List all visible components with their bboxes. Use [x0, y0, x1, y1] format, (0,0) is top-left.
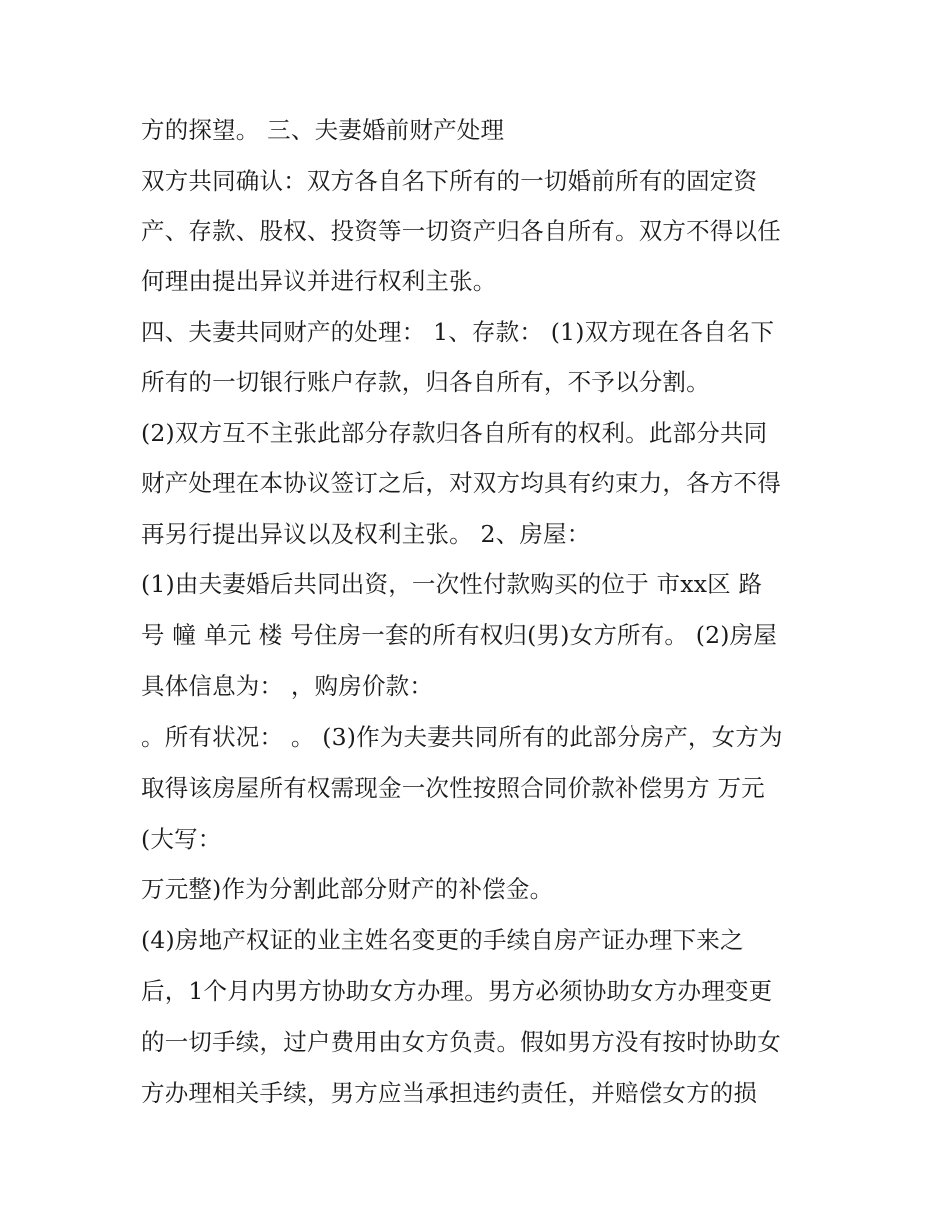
text-line-6: 所有的一切银行账户存款，归各自所有，不予以分割。: [141, 368, 710, 396]
text-line-13: 。所有状况： 。 (3)作为夫妻共同所有的此部分房产，女方为: [141, 723, 783, 751]
text-line-15: (大写：: [141, 825, 222, 853]
text-line-12: 具体信息为： ，购房价款：: [141, 672, 434, 700]
text-line-3: 产、存款、股权、投资等一切资产归各自所有。双方不得以任: [141, 217, 781, 245]
text-line-5: 四、夫妻共同财产的处理： 1、存款： (1)双方现在各自名下: [141, 318, 775, 346]
text-line-10: (1)由夫妻婚后共同出资，一次性付款购买的位于 市xx区 路: [141, 570, 763, 598]
text-line-16: 万元整)作为分割此部分财产的补偿金。: [141, 875, 554, 903]
text-line-20: 方办理相关手续，男方应当承担违约责任，并赔偿女方的损: [141, 1079, 758, 1107]
text-line-17: (4)房地产权证的业主姓名变更的手续自房产证办理下来之: [141, 926, 744, 954]
text-line-14: 取得该房屋所有权需现金一次性按照合同价款补偿男方 万元: [141, 774, 765, 802]
text-line-4: 何理由提出异议并进行权利主张。: [141, 267, 497, 295]
text-line-8: 财产处理在本协议签订之后，对双方均具有约束力，各方不得: [141, 469, 781, 497]
text-line-9: 再另行提出异议以及权利主张。 2、房屋：: [141, 520, 591, 548]
text-line-7: (2)双方互不主张此部分存款归各自所有的权利。此部分共同: [141, 419, 768, 447]
text-line-2: 双方共同确认：双方各自名下所有的一切婚前所有的固定资: [141, 167, 758, 195]
text-line-19: 的一切手续，过户费用由女方负责。假如男方没有按时协助女: [141, 1028, 781, 1056]
text-line-11: 号 幢 单元 楼 号住房一套的所有权归(男)女方所有。 (2)房屋: [141, 621, 778, 649]
text-line-18: 后，1个月内男方协助女方办理。男方必须协助女方办理变更: [141, 977, 773, 1005]
text-line-1: 方的探望。 三、夫妻婚前财产处理: [141, 116, 505, 144]
